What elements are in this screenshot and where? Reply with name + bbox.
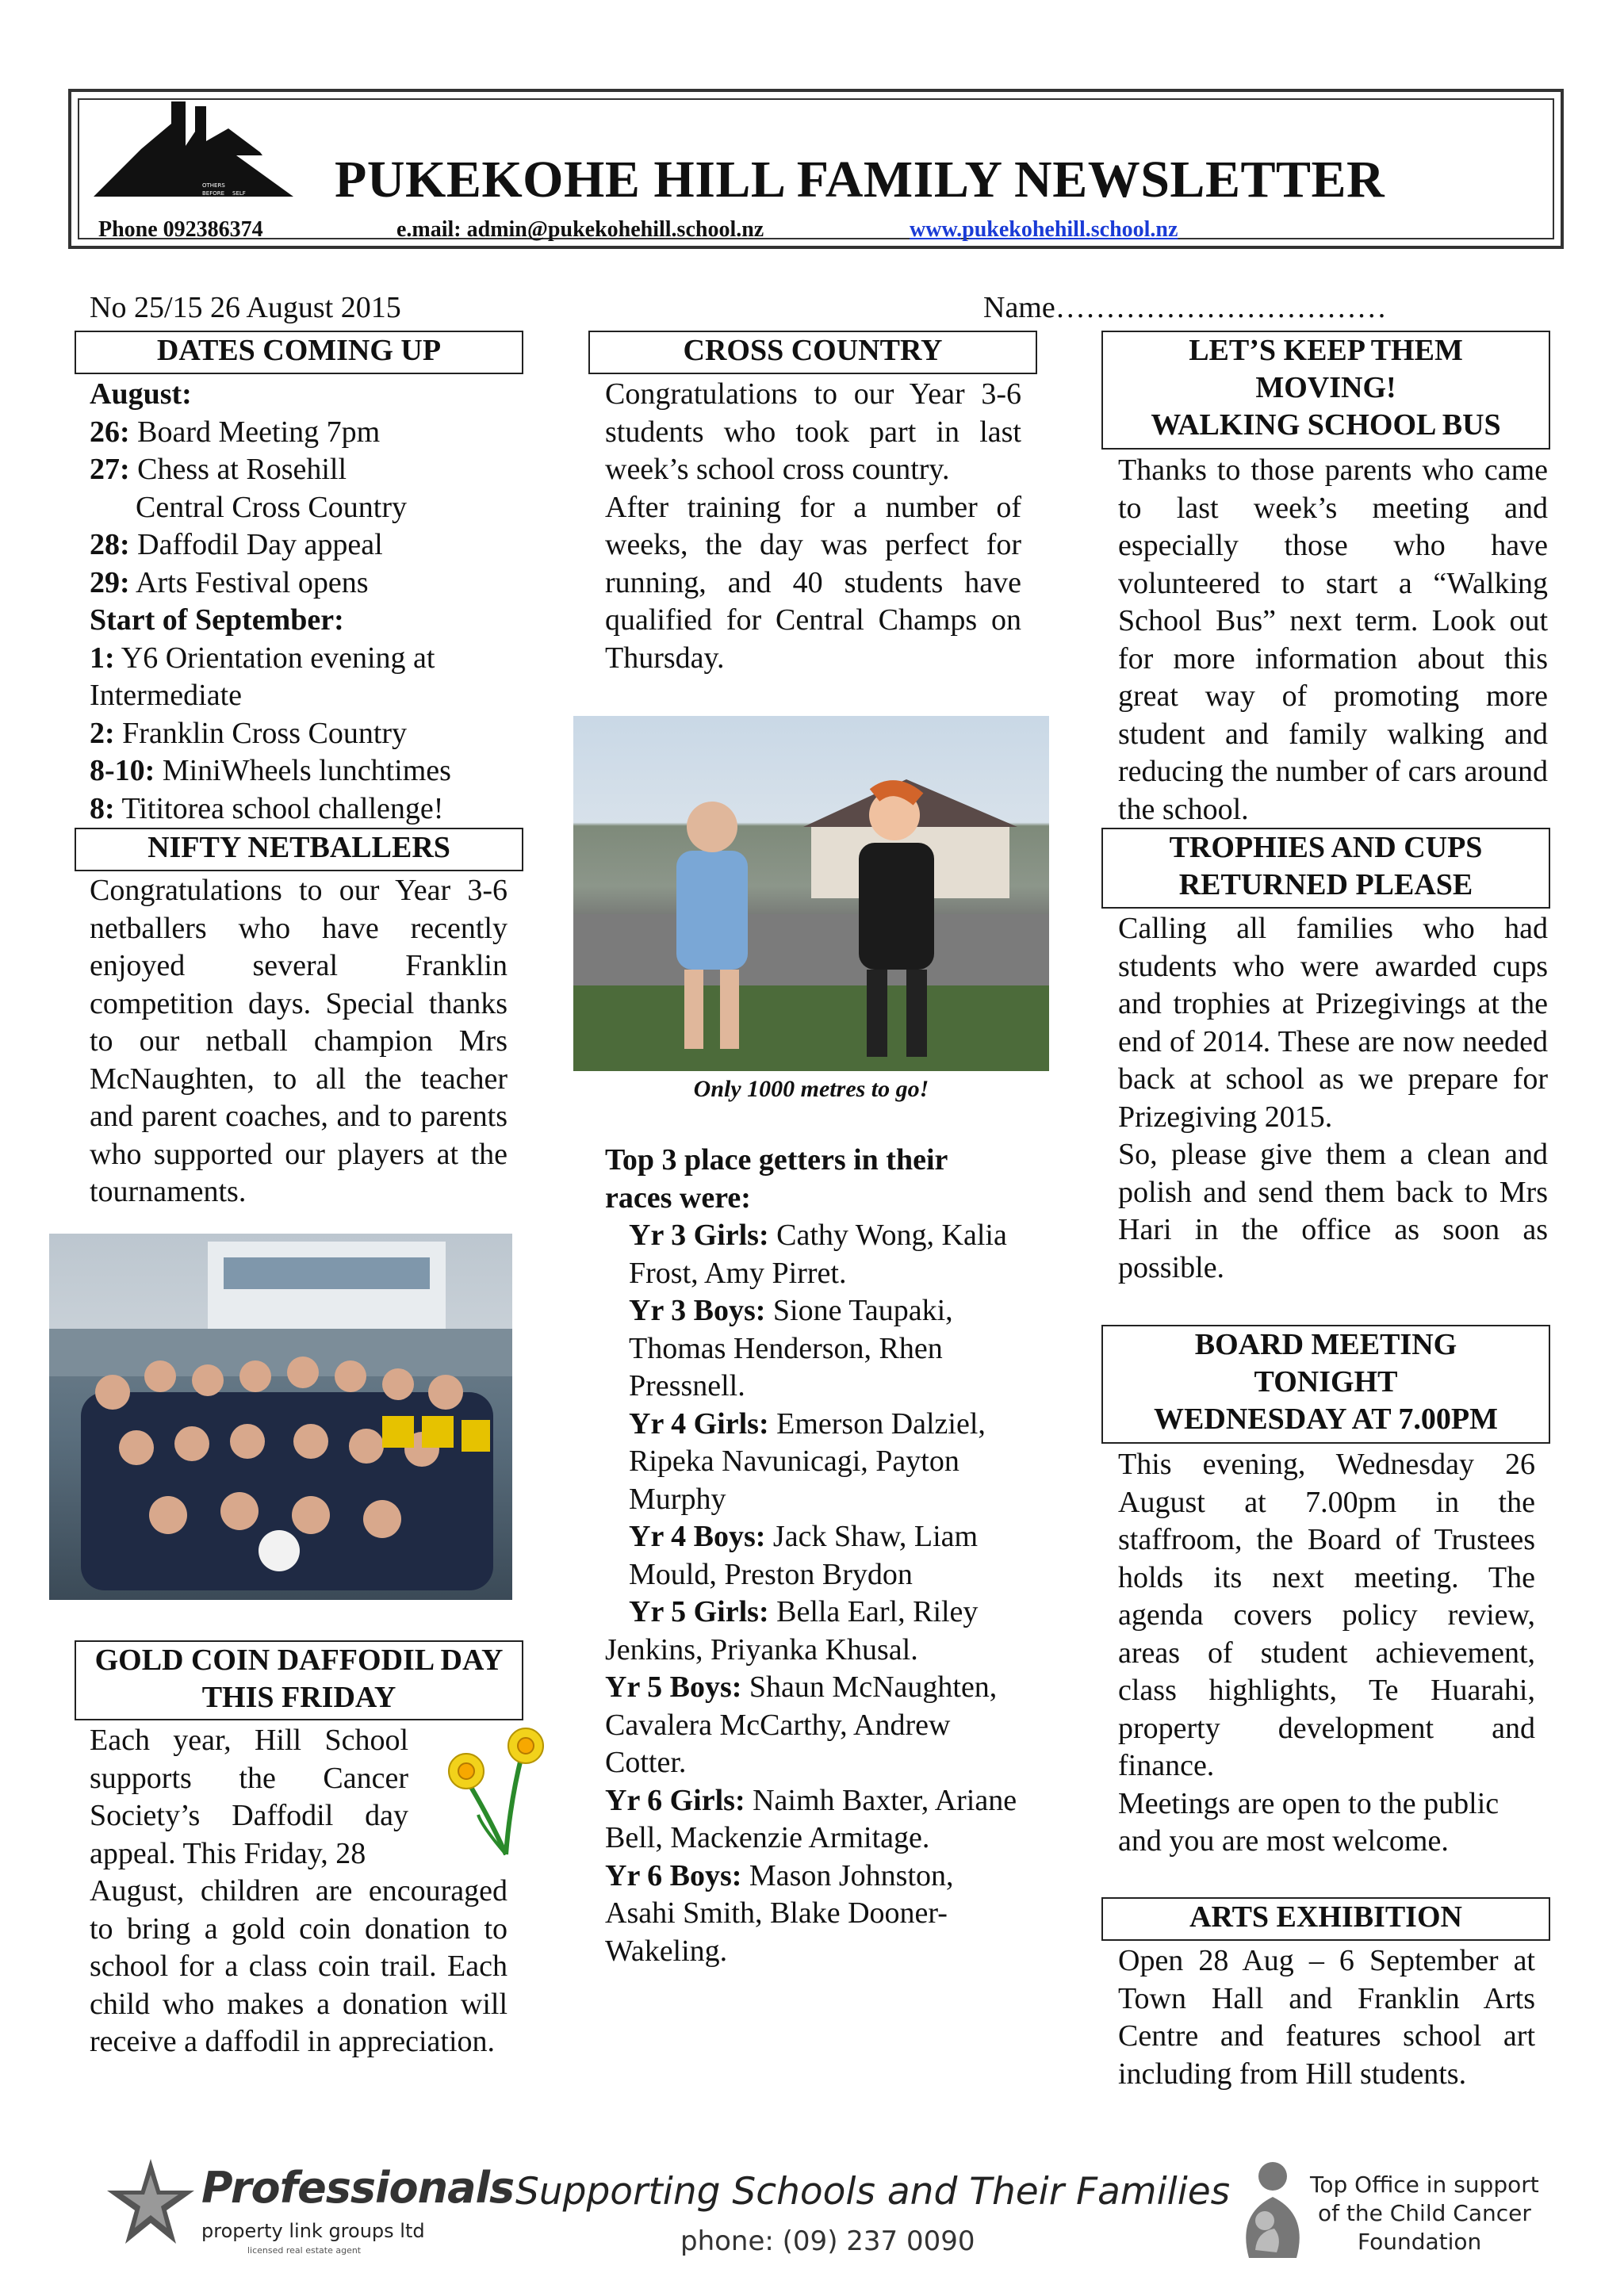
walking-bus-body: Thanks to those parents who came to last week’s meeting and especially those who have volunteered to start a “Walking School Bus” next term. Look out for more information about this great way of promoting more student and family walking and reducing the number of cars around the school. <box>1118 453 1548 826</box>
logo-text-1: OTHERS <box>202 182 225 189</box>
phone-number: Phone 092386374 <box>98 217 263 242</box>
professionals-star-icon <box>103 2155 198 2250</box>
cross-country-heading: CROSS COUNTRY <box>588 331 1037 374</box>
email-address[interactable]: e.mail: admin@pukekohehill.school.nz <box>396 217 764 242</box>
logo-text-3: SELF <box>232 190 246 197</box>
arts-heading: ARTS EXHIBITION <box>1101 1897 1550 1941</box>
walking-bus-heading-line: LET’S KEEP THEM <box>1189 334 1463 367</box>
board-heading-line: WEDNESDAY AT 7.00PM <box>1154 1402 1498 1436</box>
dates-heading: DATES COMING UP <box>75 331 523 374</box>
cancer-line: Top Office in support <box>1310 2172 1539 2198</box>
daffodil-icon <box>435 1724 553 1858</box>
child-cancer-foundation-icon <box>1233 2159 1312 2262</box>
photo-caption: Only 1000 metres to go! <box>693 1076 929 1102</box>
trophies-body-1: Calling all families who had students who were awarded cups and trophies at Prizegivings at the end of 2014. These are now needed back at school as we prepare for Prizegiving 2015. <box>1118 912 1548 1134</box>
dates-month-september: Start of September: <box>90 603 344 637</box>
trophies-heading-line: RETURNED PLEASE <box>1178 868 1473 901</box>
footer-tagline: Supporting Schools and Their Families <box>515 2170 1231 2214</box>
sponsor-subtitle: property link groups ltd <box>201 2220 425 2242</box>
board-heading <box>1101 1325 1550 1444</box>
daffodil-body-wrapped: Each year, Hill School supports the Cancer Society’s Daffodil day appeal. This Friday, 28 <box>90 1724 408 1870</box>
school-logo <box>94 100 296 200</box>
trophies-body <box>1118 910 1548 1287</box>
cancer-line: Foundation <box>1358 2229 1482 2255</box>
board-body-2: Meetings are open to the public and you are most welcome. <box>1118 1786 1500 1858</box>
daffodil-heading: GOLD COIN DAFFODIL DAY THIS FRIDAY <box>75 1640 523 1720</box>
issue-number-date: No 25/15 26 August 2015 <box>90 291 401 324</box>
newsletter-title: PUKEKOHE HILL FAMILY NEWSLETTER <box>335 151 1385 209</box>
date-item: 27: Chess at Rosehill <box>90 453 347 486</box>
walking-bus-heading-line: WALKING SCHOOL BUS <box>1151 408 1501 442</box>
results-heading: Top 3 place getters in their races were: <box>605 1143 948 1215</box>
sponsor-tiny-text: licensed real estate agent <box>247 2245 362 2256</box>
result-row: Yr 6 Boys: Mason Johnston, Asahi Smith, Blake Dooner-Wakeling. <box>605 1858 954 1968</box>
result-row: Yr 4 Girls: Emerson Dalziel, Ripeka Navunicagi, Payton Murphy <box>629 1406 986 1516</box>
date-item-extra: Central Cross Country <box>136 490 407 524</box>
netball-team-photo <box>49 1234 512 1600</box>
dates-list <box>90 376 518 828</box>
result-row: Yr 5 Girls: Bella Earl, Riley Jenkins, Priyanka Khusal. <box>605 1595 979 1667</box>
cancer-foundation-text <box>1310 2171 1539 2256</box>
logo-text-2: BEFORE <box>202 190 225 197</box>
result-row: Yr 4 Boys: Jack Shaw, Liam Mould, Preston Brydon <box>629 1520 979 1591</box>
sponsor-name: Professionals <box>201 2163 515 2213</box>
netball-photo-illustration <box>49 1234 512 1600</box>
cross-country-body <box>605 376 1021 677</box>
date-item: 8-10: MiniWheels lunchtimes <box>90 754 451 787</box>
date-item: 26: Board Meeting 7pm <box>90 415 381 449</box>
walking-bus-heading <box>1101 331 1550 450</box>
board-heading-line: BOARD MEETING <box>1194 1328 1457 1361</box>
cross-country-body-2: After training for a number of weeks, the day was perfect for running, and 40 students have qualified for Central Champs on Thursday. <box>605 490 1021 675</box>
cross-country-body-1: Congratulations to our Year 3-6 students who took part in last week’s school cross country. <box>605 377 1021 486</box>
date-item: 1: Y6 Orientation evening at Intermediate <box>90 641 435 712</box>
trophies-body-2: So, please give them a clean and polish and send them back to Mrs Hari in the office as soon as possible. <box>1118 1138 1548 1284</box>
cross-country-photo <box>573 716 1049 1071</box>
board-body <box>1118 1446 1535 1861</box>
netball-body: Congratulations to our Year 3-6 netballers who have recently enjoyed several Franklin competition days. Special thanks to our netball champion Mrs McNaughten, to all the teacher and parent coaches, and to parents who supported our players at the tournaments. <box>90 874 508 1208</box>
arts-body: Open 28 Aug – 6 September at Town Hall and Franklin Arts Centre and features school art including from Hill students. <box>1118 1944 1535 2091</box>
cross-country-photo-illustration <box>573 716 1049 1071</box>
date-item: 28: Daffodil Day appeal <box>90 528 383 561</box>
result-row: Yr 6 Girls: Naimh Baxter, Ariane Bell, Mackenzie Armitage. <box>605 1783 1017 1854</box>
board-heading-line: TONIGHT <box>1254 1365 1398 1399</box>
daffodil-body: August, children are encouraged to bring a gold coin donation to school for a class coin trail. Each child who makes a donation will receive a daffodil in appreciation. <box>90 1874 508 2058</box>
trophies-heading-line: TROPHIES AND CUPS <box>1169 831 1483 864</box>
results-section <box>605 1142 1021 1970</box>
cancer-line: of the Child Cancer <box>1318 2200 1531 2226</box>
date-item: 2: Franklin Cross Country <box>90 716 408 750</box>
walking-bus-heading-line: MOVING! <box>1255 371 1396 404</box>
date-item: 29: Arts Festival opens <box>90 565 369 599</box>
result-row: Yr 3 Girls: Cathy Wong, Kalia Frost, Amy Pirret. <box>629 1219 1007 1290</box>
board-body-1: This evening, Wednesday 26 August at 7.00pm in the staffroom, the Board of Trustees holds its next meeting. The agenda covers policy review, areas of student achievement, class highlights, Te Huarahi, property development and finance. <box>1118 1448 1535 1782</box>
result-row: Yr 3 Boys: Sione Taupaki, Thomas Henderson, Rhen Pressnell. <box>629 1294 953 1402</box>
netball-heading: NIFTY NETBALLERS <box>75 828 523 871</box>
footer-phone: phone: (09) 237 0090 <box>680 2225 975 2257</box>
dates-month-august: August: <box>90 377 192 411</box>
trophies-heading <box>1101 828 1550 909</box>
website-link[interactable]: www.pukekohehill.school.nz <box>910 217 1178 242</box>
name-field[interactable]: Name…………………………… <box>983 291 1387 324</box>
date-item: 8: Tititorea school challenge! <box>90 791 444 825</box>
result-row: Yr 5 Boys: Shaun McNaughten, Cavalera McCarthy, Andrew Cotter. <box>605 1670 998 1779</box>
